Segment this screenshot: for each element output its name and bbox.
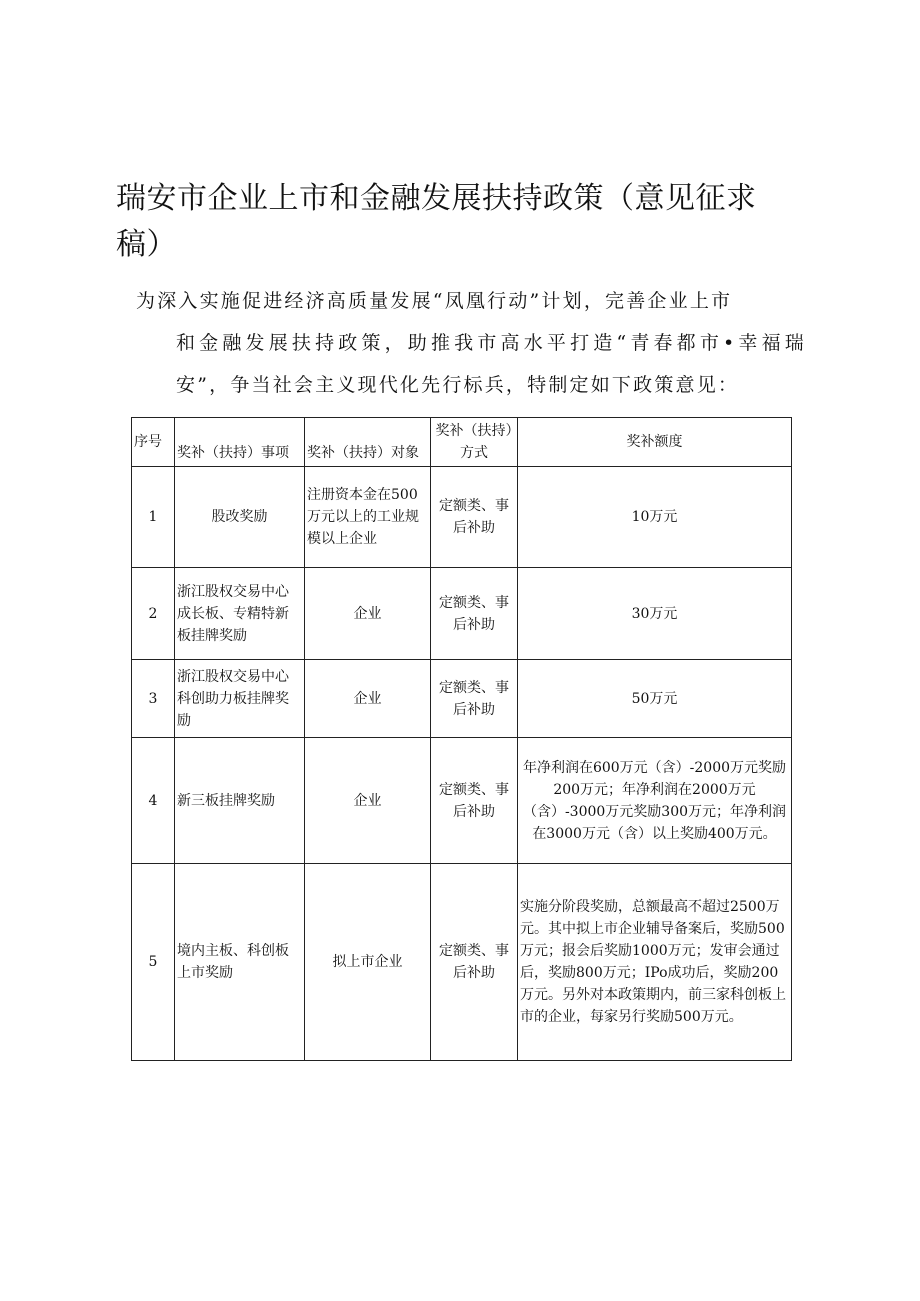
- row-no: 2: [132, 568, 175, 660]
- table-row: [132, 568, 792, 660]
- header-target: 奖补（扶持）对象: [305, 418, 431, 467]
- row-no: 4: [132, 738, 175, 864]
- intro-paragraph: [136, 280, 806, 406]
- row-amount: 30万元: [518, 568, 792, 660]
- row-method: 定额类、事后补助: [431, 467, 518, 568]
- intro-line-1: 为深入实施促进经济高质量发展“凤凰行动”计划，完善企业上市: [136, 290, 733, 312]
- header-no: 序号: [132, 418, 175, 467]
- row-method: 定额类、事后补助: [431, 738, 518, 864]
- row-item: 股改奖励: [175, 467, 305, 568]
- row-target: 企业: [305, 738, 431, 864]
- row-target: 企业: [305, 660, 431, 738]
- row-item: 浙江股权交易中心科创助力板挂牌奖励: [175, 660, 305, 738]
- row-no: 1: [132, 467, 175, 568]
- intro-rest: 和金融发展扶持政策，助推我市高水平打造“青春都市•幸福瑞安”，争当社会主义现代化先行标兵，特制定如下政策意见：: [176, 332, 806, 396]
- header-method: 奖补（扶持）方式: [431, 418, 518, 467]
- row-amount: 实施分阶段奖励，总额最高不超过2500万元。其中拟上市企业辅导备案后，奖励500万元；报会后奖励1000万元；发审会通过后，奖励800万元；IPo成功后，奖励200万元。另外对本政策期内，前三家科创板上市的企业，每家另行奖励500万元。: [518, 864, 792, 1061]
- header-item: 奖补（扶持）事项: [175, 418, 305, 467]
- row-target: 注册资本金在500万元以上的工业规模以上企业: [305, 467, 431, 568]
- table-row: [132, 660, 792, 738]
- row-item: 浙江股权交易中心成长板、专精特新板挂牌奖励: [175, 568, 305, 660]
- row-method: 定额类、事后补助: [431, 864, 518, 1061]
- row-no: 3: [132, 660, 175, 738]
- row-amount: 年净利润在600万元（含）-2000万元奖励200万元；年净利润在2000万元（含）-3000万元奖励300万元；年净利润在3000万元（含）以上奖励400万元。: [518, 738, 792, 864]
- header-amount: 奖补额度: [518, 418, 792, 467]
- table-header-row: [132, 418, 792, 467]
- document-title: 瑞安市企业上市和金融发展扶持政策（意见征求稿）: [116, 181, 757, 262]
- row-method: 定额类、事后补助: [431, 568, 518, 660]
- row-amount: 10万元: [518, 467, 792, 568]
- row-item: 新三板挂牌奖励: [175, 738, 305, 864]
- row-no: 5: [132, 864, 175, 1061]
- table-row: [132, 738, 792, 864]
- table-row: [132, 467, 792, 568]
- row-target: 企业: [305, 568, 431, 660]
- policy-table: [131, 417, 792, 1061]
- row-method: 定额类、事后补助: [431, 660, 518, 738]
- row-target: 拟上市企业: [305, 864, 431, 1061]
- row-item: 境内主板、科创板上市奖励: [175, 864, 305, 1061]
- row-amount: 50万元: [518, 660, 792, 738]
- table-row: [132, 864, 792, 1061]
